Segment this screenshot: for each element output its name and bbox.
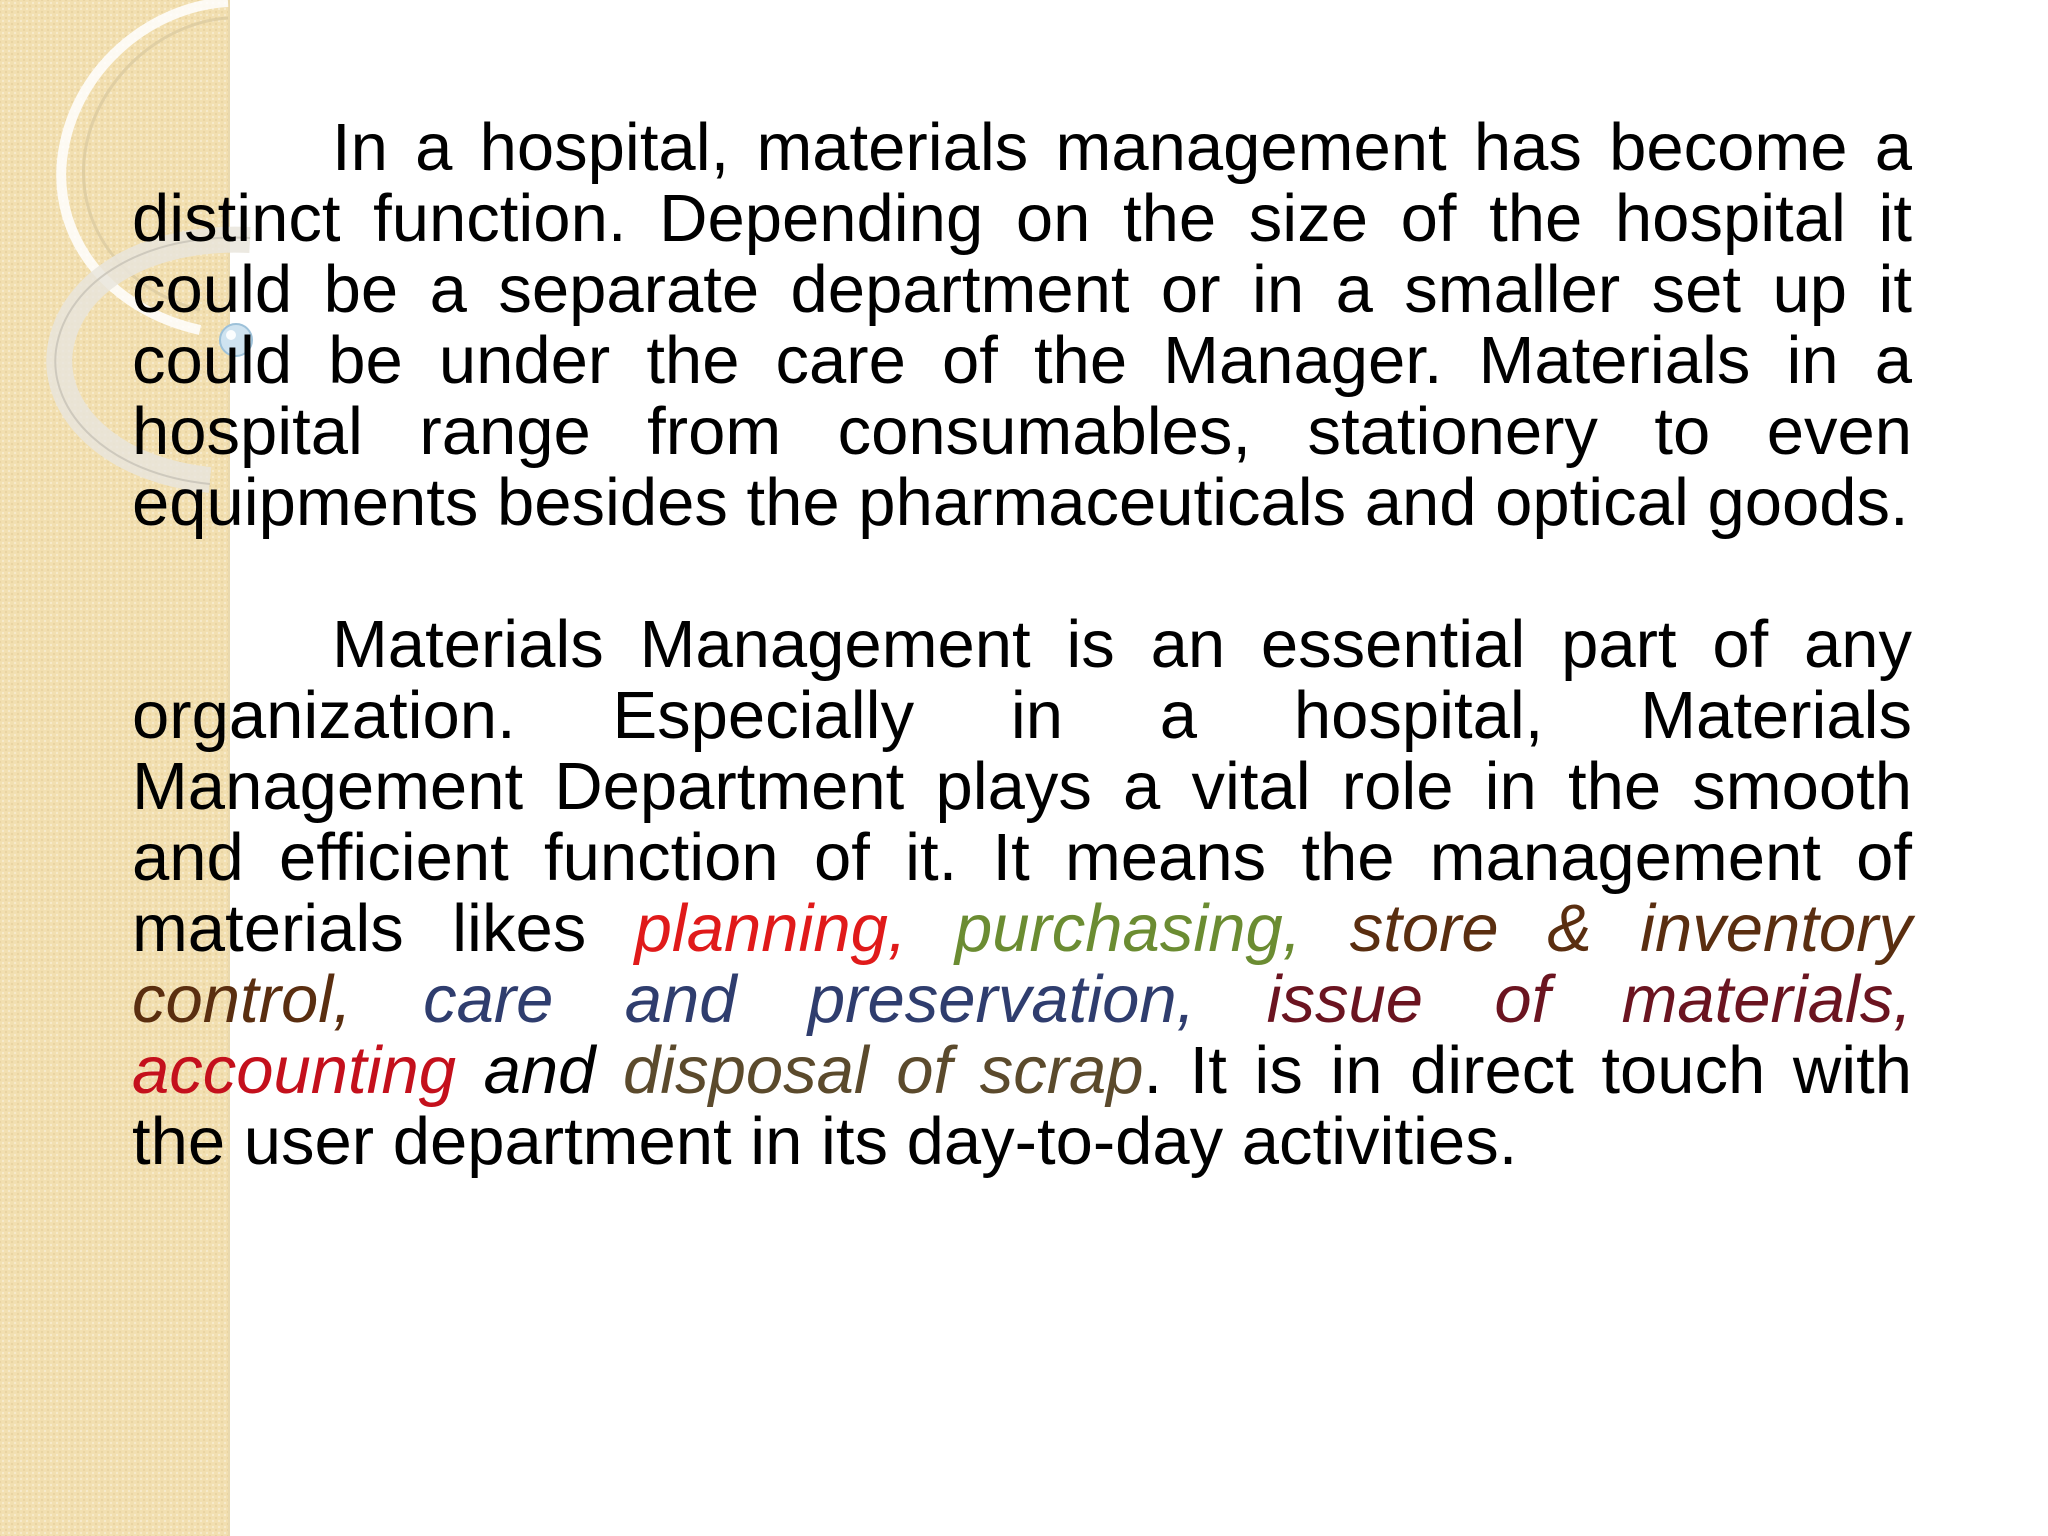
term-accounting: accounting <box>132 1033 457 1108</box>
term-issue-of-materials: issue of materials, <box>1266 962 1912 1037</box>
paragraph-outro: . It is in direct touch with the user department in its day-to-day activities. <box>132 1033 1912 1179</box>
term-care-preservation: care and preservation, <box>423 962 1196 1037</box>
body-text <box>132 112 1912 1177</box>
paragraph-hospital-materials: In a hospital, materials management has become a distinct function. Depending on the size of the hospital it could be a separate department or in a smaller set up it could be under the care of the Manager. Materials in a hospital range from consumables, stationery to even equipments besides the pharmaceuticals and optical goods. <box>132 110 1912 540</box>
paragraph-materials-management <box>132 609 1912 1177</box>
term-disposal-of-scrap: disposal of scrap <box>622 1033 1144 1108</box>
term-purchasing: purchasing, <box>954 891 1302 966</box>
term-planning: planning, <box>634 891 907 966</box>
term-store-inventory-control: store & inventory control, <box>132 891 1912 1037</box>
term-and: and <box>483 1033 596 1108</box>
paragraph-intro: Materials Management is an essential part of any organization. Especially in a hospital, Materials Management Department plays a vital role in the smooth and efficient function of it. It means the management of materials likes <box>132 607 1912 966</box>
